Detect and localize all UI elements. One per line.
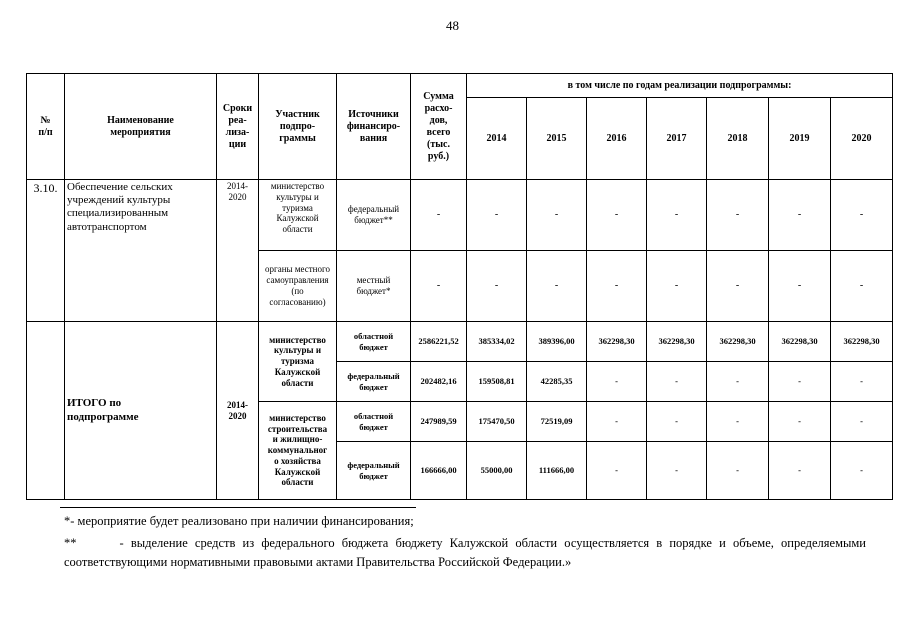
value-cell: - (707, 442, 769, 500)
item-source: федеральный бюджет** (337, 180, 411, 251)
header-year: 2020 (831, 98, 893, 180)
header-years-group: в том числе по годам реализации подпрограммы: (467, 74, 893, 98)
footnote-2: ** - выделение средств из федерального бюджета бюджету Калужской области осуществляется в порядке и объеме, определяемыми соответствующими нормативными правовыми актами Правительства Российской Федерации.» (64, 536, 870, 570)
value-cell: - (707, 180, 769, 251)
value-cell: - (707, 362, 769, 402)
header-sum: Сумма расхо- дов, всего (тыс. руб.) (411, 74, 467, 180)
value-cell: 159508,81 (467, 362, 527, 402)
total-name: ИТОГО по подпрограмме (65, 322, 217, 500)
footnote-divider (60, 507, 416, 508)
header-row (27, 74, 893, 98)
value-cell: - (707, 402, 769, 442)
value-cell: 362298,30 (831, 322, 893, 362)
value-cell: 362298,30 (587, 322, 647, 362)
value-cell: - (831, 251, 893, 322)
value-cell: - (587, 402, 647, 442)
header-participant: Участник подпро- граммы (259, 74, 337, 180)
value-cell: 111666,00 (527, 442, 587, 500)
header-year: 2019 (769, 98, 831, 180)
item-name: Обеспечение сельских учреждений культуры специализированным автотранспортом (65, 180, 217, 322)
item-source: местный бюджет* (337, 251, 411, 322)
value-cell: - (831, 442, 893, 500)
value-cell: - (769, 251, 831, 322)
value-cell: - (527, 251, 587, 322)
total-num-cell (27, 322, 65, 500)
value-cell: - (769, 402, 831, 442)
table-row (27, 180, 893, 251)
header-year: 2015 (527, 98, 587, 180)
value-cell: 247989,59 (411, 402, 467, 442)
value-cell: - (831, 402, 893, 442)
value-cell: - (527, 180, 587, 251)
item-num: 3.10. (27, 180, 65, 322)
value-cell: - (467, 251, 527, 322)
value-cell: - (647, 442, 707, 500)
value-cell: 362298,30 (647, 322, 707, 362)
item-terms: 2014- 2020 (217, 180, 259, 322)
value-cell: - (647, 362, 707, 402)
value-cell: - (769, 442, 831, 500)
value-cell: 362298,30 (707, 322, 769, 362)
value-cell: 385334,02 (467, 322, 527, 362)
value-cell: 202482,16 (411, 362, 467, 402)
value-cell: - (587, 442, 647, 500)
value-cell: 389396,00 (527, 322, 587, 362)
header-year: 2017 (647, 98, 707, 180)
value-cell: 42285,35 (527, 362, 587, 402)
total-terms: 2014- 2020 (217, 322, 259, 500)
total-source: федеральный бюджет (337, 362, 411, 402)
value-cell: 2586221,52 (411, 322, 467, 362)
page-number: 48 (446, 18, 459, 33)
header-year: 2016 (587, 98, 647, 180)
value-cell: - (411, 251, 467, 322)
value-cell: - (831, 362, 893, 402)
value-cell: 175470,50 (467, 402, 527, 442)
total-source: федеральный бюджет (337, 442, 411, 500)
item-participant: министерство культуры и туризма Калужской области (259, 180, 337, 251)
value-cell: - (467, 180, 527, 251)
value-cell: - (707, 251, 769, 322)
value-cell: - (411, 180, 467, 251)
value-cell: - (587, 362, 647, 402)
total-source: областной бюджет (337, 322, 411, 362)
value-cell: - (647, 251, 707, 322)
subprogram-table (26, 73, 893, 500)
value-cell: - (831, 180, 893, 251)
value-cell: - (769, 362, 831, 402)
value-cell: 166666,00 (411, 442, 467, 500)
value-cell: - (587, 251, 647, 322)
header-num: № п/п (27, 74, 65, 180)
total-participant: министерство культуры и туризма Калужской области (259, 322, 337, 402)
table-row (27, 322, 893, 362)
value-cell: 362298,30 (769, 322, 831, 362)
header-name: Наименование мероприятия (65, 74, 217, 180)
value-cell: - (587, 180, 647, 251)
value-cell: 55000,00 (467, 442, 527, 500)
header-terms: Сроки реа- лиза- ции (217, 74, 259, 180)
header-year: 2018 (707, 98, 769, 180)
value-cell: - (769, 180, 831, 251)
header-sources: Источники финансиро- вания (337, 74, 411, 180)
item-participant: органы местного самоуправления (по согласованию) (259, 251, 337, 322)
footnote-1: *- мероприятие будет реализовано при наличии финансирования; (64, 514, 414, 528)
value-cell: - (647, 180, 707, 251)
total-source: областной бюджет (337, 402, 411, 442)
header-year: 2014 (467, 98, 527, 180)
value-cell: 72519,09 (527, 402, 587, 442)
total-participant: министерство строительства и жилищно- коммунальног о хозяйства Калужской области (259, 402, 337, 500)
value-cell: - (647, 402, 707, 442)
